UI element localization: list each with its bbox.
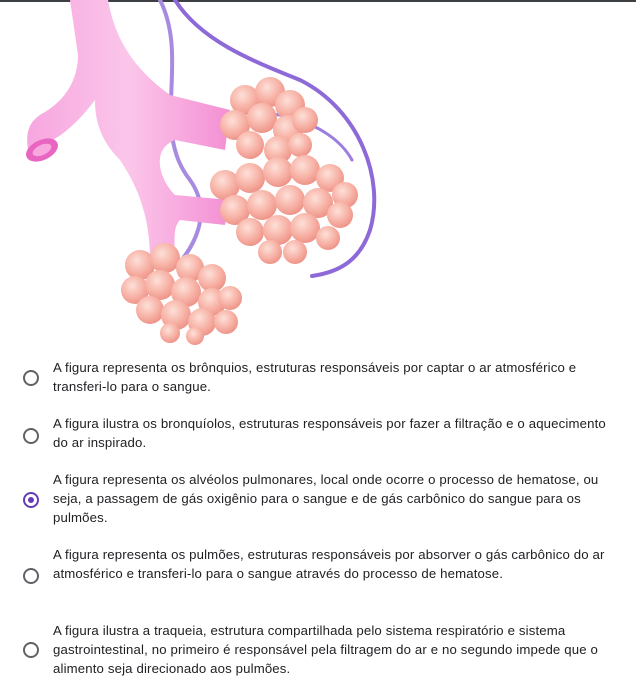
radio-button[interactable]	[23, 428, 39, 444]
option-label: A figura representa os alvéolos pulmonares, local onde ocorre o processo de hematose, ou seja, a passagem de gás oxigênio para o sangue e de gás carbônico do sangue para os pulmões.	[53, 472, 599, 525]
radio-button[interactable]	[23, 642, 39, 658]
option-label: A figura representa os brônquios, estruturas responsáveis por captar o ar atmosférico e transferi-lo para o sangue.	[53, 360, 577, 394]
option-label: A figura ilustra a traqueia, estrutura compartilhada pelo sistema respiratório e sistema gastrointestinal, no primeiro é responsável pela filtragem do ar e no segundo impede que o alimento seja direcionado aos pulmões.	[53, 623, 598, 676]
radio-button[interactable]	[23, 568, 39, 584]
radio-button[interactable]	[23, 370, 39, 386]
alveoli-cluster-top	[220, 77, 318, 164]
option-label: A figura representa os pulmões, estruturas responsáveis por absorver o gás carbônico do ar atmosférico e transferi-lo para o sangue através do processo de hematose.	[53, 547, 605, 581]
alveoli-figure	[0, 0, 400, 345]
option-label: A figura ilustra os bronquíolos, estruturas responsáveis por fazer a filtração e o aquecimento do ar inspirado.	[53, 416, 606, 450]
radio-button-selected[interactable]	[23, 492, 39, 508]
alveoli-cluster-middle	[210, 155, 358, 264]
alveoli-cluster-bottom	[121, 243, 242, 345]
